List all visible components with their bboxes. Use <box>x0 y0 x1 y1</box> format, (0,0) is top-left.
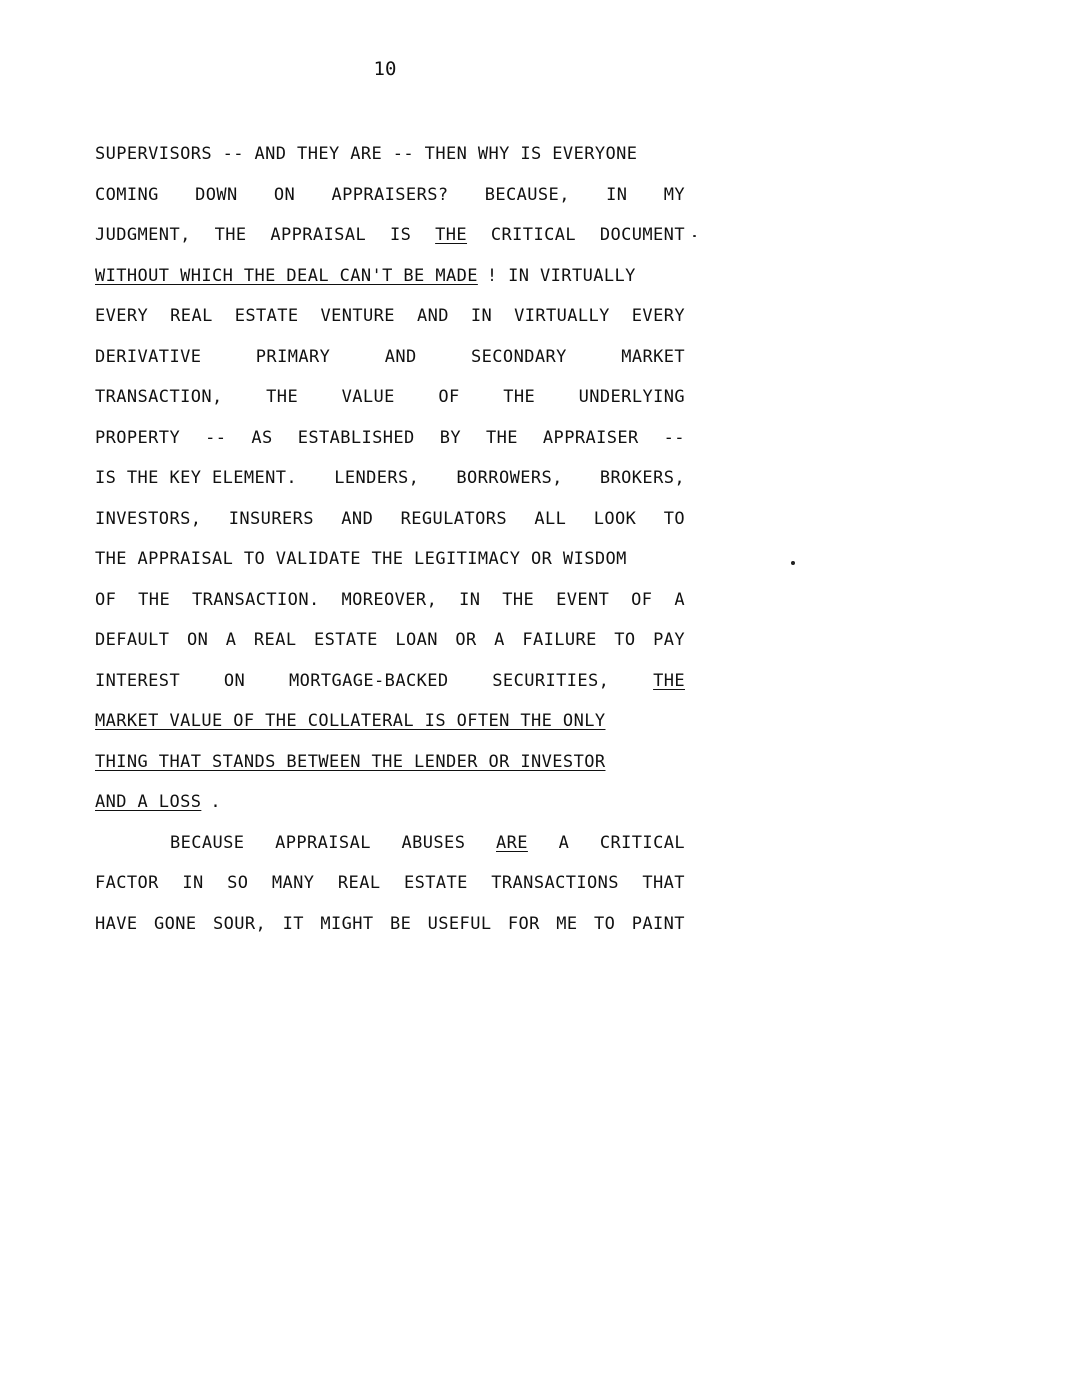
text-word: UNDERLYING <box>578 387 685 407</box>
text-word: A <box>494 630 505 650</box>
text-word: -- <box>663 427 685 448</box>
text-word: REAL <box>337 873 381 893</box>
text-word: REAL <box>170 306 213 326</box>
text-line <box>95 869 685 910</box>
underlined-text: THE <box>653 670 685 691</box>
text-word: EVERY <box>95 306 149 326</box>
underlined-text: WITHOUT WHICH THE DEAL CAN'T BE MADE <box>95 265 478 286</box>
text-word: INTEREST <box>95 670 181 691</box>
underlined-text: THING THAT STANDS BETWEEN THE LENDER OR INVESTOR <box>95 751 606 772</box>
text-word: MANY <box>271 873 315 893</box>
text-word: ON <box>223 670 246 691</box>
text-word: THE <box>502 589 535 610</box>
text-word: THE <box>138 589 171 610</box>
text-word: FOR <box>507 913 540 934</box>
text-word: TO <box>614 630 636 650</box>
text-word: MOREOVER, <box>341 589 438 610</box>
text-word: . <box>210 792 221 812</box>
text-word: CRITICAL <box>490 225 576 245</box>
text-word: THE <box>266 387 299 407</box>
body-text <box>95 140 685 950</box>
text-word: USEFUL <box>427 913 492 934</box>
text-line <box>95 505 685 546</box>
text-word: DOWN <box>195 184 238 205</box>
text-word: ME <box>556 913 578 934</box>
text-word: DERIVATIVE <box>95 346 202 367</box>
text-word: SO <box>227 873 249 893</box>
text-word: OF <box>438 387 460 407</box>
text-line <box>95 748 685 789</box>
text-word: AS <box>251 427 273 448</box>
text-word: MORTGAGE-BACKED <box>288 670 449 691</box>
text-word: SECURITIES, <box>492 670 610 691</box>
text-word: AND <box>384 346 417 367</box>
text-line <box>95 707 685 748</box>
text-word: PAINT <box>631 913 685 934</box>
text-word: ALL <box>534 508 567 529</box>
text-word: IN <box>606 184 628 205</box>
text-word: AND <box>341 508 374 529</box>
text-word: PAY <box>653 630 685 650</box>
text-word: TO <box>593 913 616 934</box>
underlined-text: ARE <box>496 832 528 853</box>
text-word: A <box>225 630 237 650</box>
text-word: THE <box>503 387 536 407</box>
text-word: BECAUSE, <box>484 184 570 205</box>
text-line <box>95 788 685 829</box>
text-word: FACTOR <box>95 873 159 893</box>
text-word: APPRAISERS? <box>331 184 449 205</box>
text-word: APPRAISAL <box>275 832 371 853</box>
text-line <box>95 829 685 870</box>
text-word: TRANSACTION. <box>191 589 320 610</box>
text-line <box>95 545 685 586</box>
text-word: OF <box>631 589 653 610</box>
text-word: OR <box>455 630 477 650</box>
text-line <box>95 667 685 708</box>
text-word: ! IN VIRTUALLY <box>486 265 636 286</box>
text-word: BROKERS, <box>599 468 685 488</box>
text-word: DEFAULT <box>95 630 170 650</box>
text-word: TRANSACTIONS <box>491 873 619 893</box>
text-word: IN <box>182 873 204 893</box>
text-word: VENTURE <box>320 306 395 326</box>
text-word: A <box>674 589 685 610</box>
text-word: HAVE <box>95 913 138 934</box>
text-word: LOOK <box>593 508 637 529</box>
text-word: APPRAISER <box>542 427 639 448</box>
text-word: FAILURE <box>522 630 597 650</box>
text-word: ABUSES <box>401 832 466 853</box>
text-word: OF <box>95 589 117 610</box>
text-line <box>95 424 685 465</box>
text-word: IN <box>459 589 481 610</box>
text-word: APPRAISAL <box>270 225 367 245</box>
text-word: DOCUMENT <box>599 225 685 245</box>
text-word: VALUE <box>341 387 395 407</box>
text-word: A <box>558 832 570 853</box>
text-line <box>95 586 685 627</box>
text-word: VIRTUALLY <box>514 306 610 326</box>
text-word: BE <box>389 913 412 934</box>
text-line <box>95 464 685 505</box>
text-word: JUDGMENT, <box>95 225 191 245</box>
text-word: SOUR, <box>212 913 267 934</box>
text-word: EVERY <box>631 306 685 326</box>
text-word: GONE <box>153 913 197 934</box>
scan-mark <box>791 561 795 565</box>
text-word: EVENT <box>556 589 610 610</box>
text-word: COMING <box>95 184 159 205</box>
text-word: TRANSACTION, <box>95 387 223 407</box>
text-line <box>95 626 685 667</box>
text-word: TO <box>663 508 685 529</box>
underlined-text: MARKET VALUE OF THE COLLATERAL IS OFTEN THE ONLY <box>95 711 606 731</box>
text-word: PROPERTY <box>95 427 181 448</box>
text-word: -- <box>205 427 227 448</box>
text-word: IN <box>470 306 493 326</box>
text-word: SECONDARY <box>471 346 567 367</box>
underlined-text: AND A LOSS <box>95 792 202 812</box>
text-word: MIGHT <box>320 913 374 934</box>
text-word: THAT <box>642 873 685 893</box>
text-word: ESTATE <box>313 630 378 650</box>
text-word: IS THE KEY ELEMENT. <box>95 468 298 488</box>
text-word: REAL <box>253 630 297 650</box>
text-word: MY <box>663 184 685 205</box>
text-line <box>95 383 685 424</box>
text-word: ON <box>273 184 296 205</box>
text-word: THE APPRAISAL TO VALIDATE THE LEGITIMACY OR WISDOM <box>95 549 627 569</box>
text-word: LENDERS, <box>334 468 420 488</box>
text-line <box>95 262 685 303</box>
text-word: ESTABLISHED <box>297 427 415 448</box>
text-word: MARKET <box>621 346 685 367</box>
text-word: THE <box>486 427 518 448</box>
text-line <box>95 140 685 181</box>
text-line <box>95 181 685 222</box>
scan-mark <box>693 235 696 237</box>
text-word: ON <box>186 630 209 650</box>
text-word: IS <box>389 225 412 245</box>
text-line <box>95 221 685 262</box>
text-word: ESTATE <box>234 306 299 326</box>
text-word: SUPERVISORS -- AND THEY ARE -- THEN WHY IS EVERYONE <box>95 144 638 164</box>
text-word: BORROWERS, <box>456 468 563 488</box>
text-word: REGULATORS <box>400 508 507 529</box>
text-word: BY <box>439 427 461 448</box>
text-word: PRIMARY <box>255 346 331 367</box>
text-word: INSURERS <box>228 508 314 529</box>
page-number: 10 <box>373 58 397 80</box>
text-word: IT <box>282 913 304 934</box>
text-word: THE <box>214 225 247 245</box>
text-line <box>95 910 685 951</box>
text-word: BECAUSE <box>170 832 245 853</box>
text-word: CRITICAL <box>599 832 685 853</box>
text-word: LOAN <box>395 630 438 650</box>
underlined-text: THE <box>435 225 468 245</box>
text-line <box>95 343 685 384</box>
text-word: AND <box>416 306 449 326</box>
text-line <box>95 302 685 343</box>
text-word: ESTATE <box>403 873 468 893</box>
text-word: INVESTORS, <box>95 508 202 529</box>
